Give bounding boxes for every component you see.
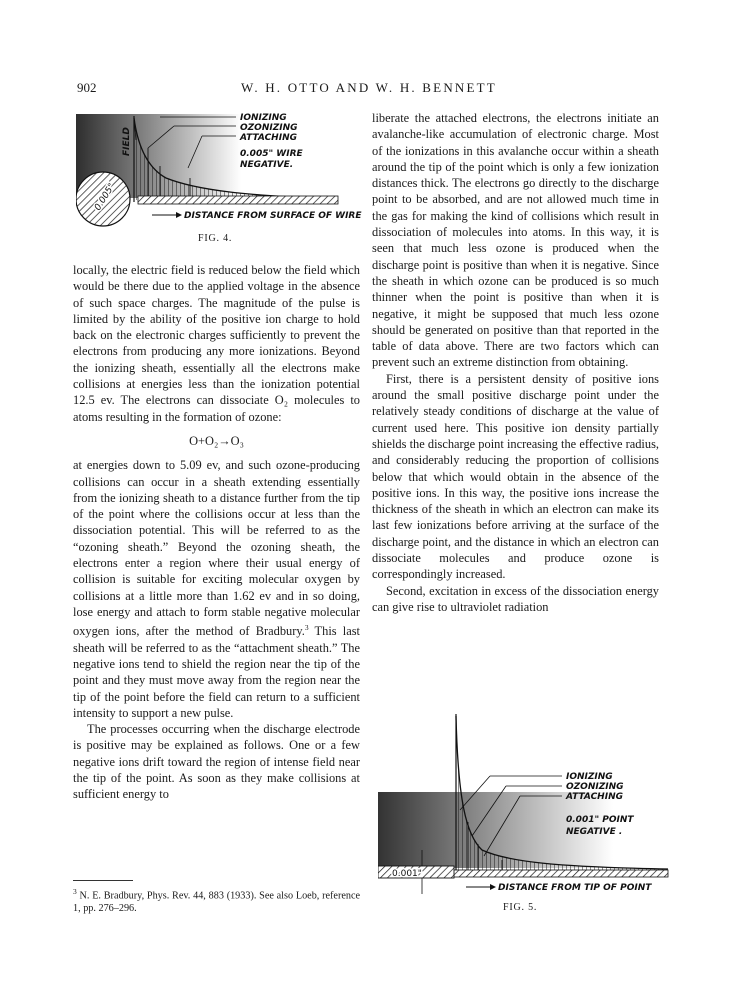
fig4-label-attaching: ATTACHING — [240, 133, 297, 143]
fig4-label-ionizing: IONIZING — [240, 113, 287, 123]
figure-5 — [378, 710, 678, 898]
figure-4-caption: FIG. 4. — [198, 233, 233, 244]
fig5-label-distance: DISTANCE FROM TIP OF POINT — [498, 883, 652, 893]
fig5-label-point-diameter: 0.001" — [392, 869, 422, 879]
fig5-label-negative: NEGATIVE . — [566, 827, 623, 837]
left-column — [73, 262, 360, 803]
footnote-text: N. E. Bradbury, Phys. Rev. 44, 883 (1933). See also Loeb, reference 1, pp. 276–296. — [73, 890, 360, 914]
fig4-wire-surface — [138, 196, 338, 204]
fig5-label-ozonizing: OZONIZING — [566, 782, 624, 792]
figure-5-caption: FIG. 5. — [503, 902, 538, 913]
right-paragraph-1: liberate the attached electrons, the electrons initiate an avalanche-like accumulation of electronic charge. Most of the ionizations in this avalanche occur within a sheath around the tip of the point which is only a few ionization distances thick. The electrons go directly to the discharge point to be absorbed, and are not allowed much time in the gas for making the kind of collisions which result in dissociation of molecules into atoms. In this way, it is seen that much less ozone is produced when the discharge point is positive than when it is negative. Since the sheath in which ozone can be produced is so much thinner when the point is positive than when it is negative, it might be supposed that much less ozone should be generated on positive than that reported in the table of data above. There are two factors which can prevent such an extreme distinction from obtaining. — [372, 111, 659, 370]
fig5-label-point: 0.001" POINT — [566, 815, 634, 825]
footnote-rule — [73, 880, 133, 881]
left-paragraph-3: The processes occurring when the discharge electrode is positive may be explained as follows. One or a few negative ions drift toward the region of intense field near the tip of the point. As soon as they make collisions at sufficient energy to — [73, 722, 360, 802]
figure-4 — [76, 108, 366, 230]
fig4-label-negative: NEGATIVE. — [240, 160, 294, 170]
fig4-label-distance: DISTANCE FROM SURFACE OF WIRE — [184, 211, 362, 221]
footnote — [73, 886, 360, 915]
footnote-ref: 3 — [304, 623, 309, 633]
fig4-label-field: FIELD — [122, 127, 132, 156]
ozone-formula: O+O₂→O₃ — [189, 433, 244, 448]
right-column — [372, 110, 659, 615]
left-paragraph-2: at energies down to 5.09 ev, and such ozone-producing collisions can occur in a sheath extending essentially from the ionizing sheath to a distance further from the tip of the point where the collisions occur at less than the dissociation potential. This will be referred to as the “ozoning sheath.” Beyond the ozoning sheath, the electrons enter a region where their usual energy of collision is suitable for exciting molecular oxygen by collisions at a little more than 1.62 ev and in so doing, lose energy and attach to form stable negative molecular oxygen ions, after the method of Bradbury.$^3$ This last sheath will be referred to as the “attachment sheath.” The negative ions tend to shield the region near the tip of the point and they must move away from the region near the tip of the point before the field can return to a sufficient intensity to support a new pulse. — [73, 458, 360, 720]
left-paragraph-1: locally, the electric field is reduced below the field which would be there due to the applied voltage in the absence of such space charges. The magnitude of the pulse is limited by the ability of the positive ion charge to hold back on the electronic charges sufficiently to prevent the electrons from producing any more ionizations. Beyond the ionizing sheath, essentially all the electrons make collisions at energies less than the ionization potential 12.5 ev. The electrons can dissociate O₂ molecules to atoms resulting in the formation of ozone: — [73, 263, 360, 424]
running-head-authors: W. H. OTTO AND W. H. BENNETT — [241, 80, 497, 95]
footnote-marker: 3 — [73, 887, 77, 896]
right-paragraph-2: First, there is a persistent density of positive ions around the small positive discharge point under the relatively steady conditions of discharge at the value of current used here. This positive ion density partially shields the discharge point increasing the effective radius, and considerably reducing the proportion of collisions below that which would obtain in the absence of the positive ions. In this way, the positive ions increase the thickness of the sheath in which an electron can make its last few ionizations before arriving at the surface of the discharge point, and the distance in which an electron can dissociate molecules and produce ozone is correspondingly increased. — [372, 371, 659, 582]
right-paragraph-3: Second, excitation in excess of the dissociation energy can give rise to ultraviolet radiation — [372, 583, 659, 614]
fig5-label-attaching: ATTACHING — [566, 792, 623, 802]
fig5-label-ionizing: IONIZING — [566, 772, 613, 782]
fig4-label-ozonizing: OZONIZING — [240, 123, 298, 133]
fig4-label-wire: 0.005" WIRE — [240, 149, 303, 159]
page-number: 902 — [77, 80, 97, 95]
fig4-label-wire-diameter: 0.005" — [93, 181, 118, 213]
running-header — [77, 80, 661, 100]
